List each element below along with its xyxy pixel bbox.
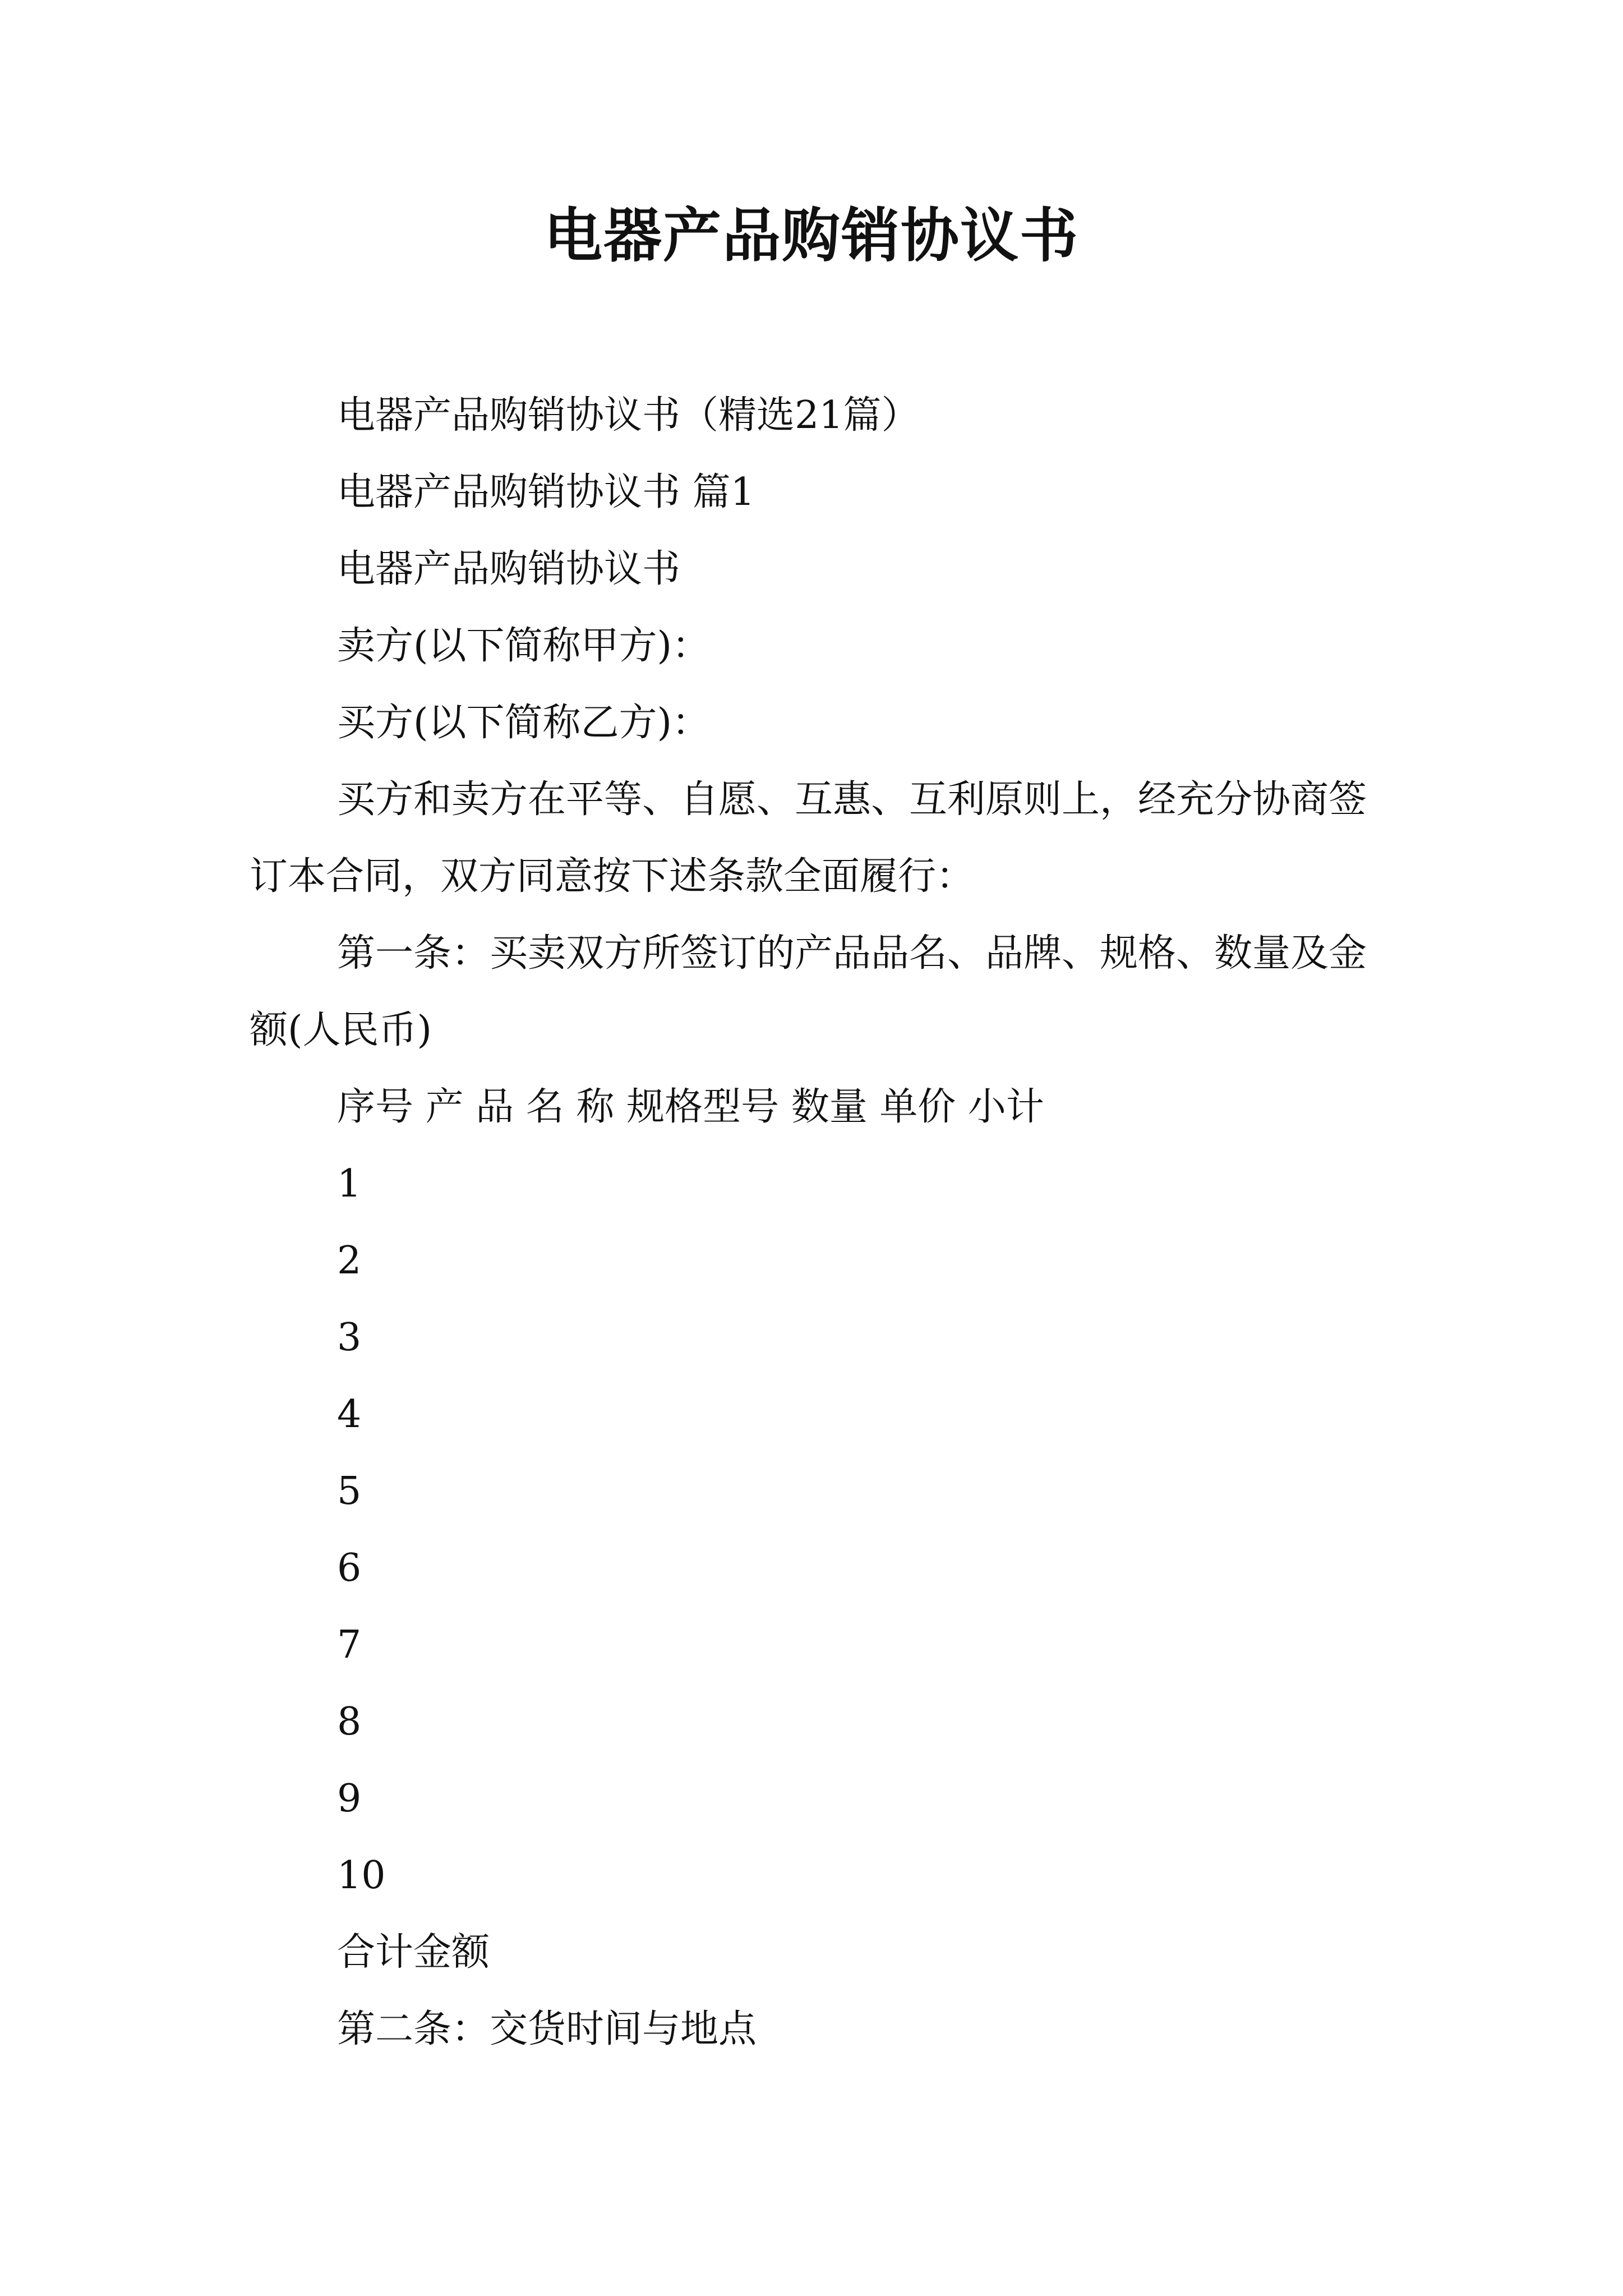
agreement-heading: 电器产品购销协议书 [337,547,681,591]
row-number: 2 [337,1239,362,1283]
article-one: 第一条：买卖双方所签订的产品品名、品牌、规格、数量及金额(人民币) [250,931,1367,1052]
subtitle-selection: 电器产品购销协议书（精选21篇） [337,393,920,438]
row-number: 3 [337,1315,362,1360]
row-number: 5 [337,1469,362,1513]
row-number: 4 [337,1392,362,1437]
article-two: 第二条：交货时间与地点 [337,2007,757,2051]
row-number: 10 [337,1853,386,1898]
table-header-line: 序号 产 品 名 称 规格型号 数量 单价 小计 [337,1085,1044,1129]
section-heading: 电器产品购销协议书 篇1 [337,470,755,514]
total-amount-line: 合计金额 [337,1930,490,1975]
seller-line: 卖方(以下简称甲方)： [337,624,711,668]
row-number: 6 [337,1546,362,1590]
document-body [250,377,1382,2068]
preamble-paragraph: 买方和卖方在平等、自愿、互惠、互利原则上，经充分协商签订本合同，双方同意按下述条款全面履行： [250,777,1367,899]
row-number: 7 [337,1623,362,1667]
buyer-line: 买方(以下简称乙方)： [337,701,711,745]
row-number: 9 [337,1777,362,1821]
row-number: 1 [337,1162,362,1206]
document-title: 电器产品购销协议书 [543,201,1079,270]
row-number: 8 [337,1700,362,1744]
